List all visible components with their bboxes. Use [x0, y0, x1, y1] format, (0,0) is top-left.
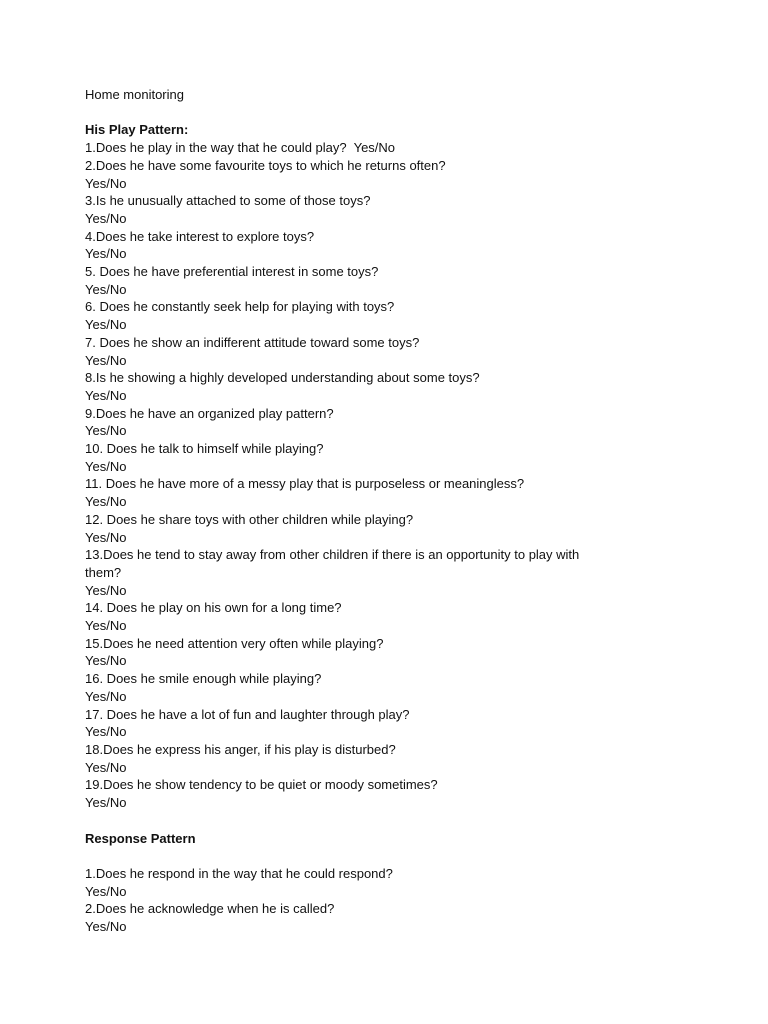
answer-option: Yes/No — [85, 724, 127, 740]
question-text: 4.Does he take interest to explore toys? — [85, 228, 315, 244]
document-page — [85, 86, 685, 936]
question-text: 14. Does he play on his own for a long time? — [85, 600, 342, 616]
answer-option: Yes/No — [85, 795, 127, 811]
question-item — [85, 228, 685, 263]
question-text: 7. Does he show an indifferent attitude toward some toys? — [85, 334, 420, 350]
question-text: 2.Does he acknowledge when he is called? — [85, 901, 335, 917]
question-item — [85, 670, 685, 705]
question-text: 2.Does he have some favourite toys to which he returns often? — [85, 157, 446, 173]
answer-option: Yes/No — [85, 210, 127, 226]
answer-option: Yes/No — [85, 582, 127, 598]
question-item — [85, 334, 685, 369]
answer-option: Yes/No — [85, 618, 127, 634]
question-text: 18.Does he express his anger, if his play is disturbed? — [85, 742, 396, 757]
question-text: 1.Does he respond in the way that he could respond? — [85, 865, 393, 881]
question-item — [85, 900, 685, 935]
question-text: 8.Is he showing a highly developed understanding about some toys? — [85, 370, 480, 386]
answer-option: Yes/No — [85, 653, 127, 669]
question-item — [85, 139, 685, 157]
question-text: 13.Does he tend to stay away from other children if there is an opportunity to play with them? — [85, 547, 583, 580]
answer-option: Yes/No — [85, 423, 127, 439]
question-item — [85, 405, 685, 440]
question-text: 19.Does he show tendency to be quiet or moody sometimes? — [85, 777, 438, 793]
question-text: 12. Does he share toys with other children while playing? — [85, 511, 414, 527]
question-item — [85, 192, 685, 227]
section-spacer — [85, 847, 685, 865]
answer-option: Yes/No — [85, 759, 127, 775]
question-item — [85, 546, 685, 599]
answer-option: Yes/No — [85, 458, 127, 474]
answer-option: Yes/No — [85, 246, 127, 262]
question-item — [85, 635, 685, 670]
document-title: Home monitoring — [85, 87, 184, 102]
question-text: 9.Does he have an organized play pattern? — [85, 405, 334, 421]
question-item — [85, 599, 685, 634]
answer-option: Yes/No — [85, 494, 127, 510]
answer-option: Yes/No — [85, 387, 127, 403]
answer-option: Yes/No — [85, 317, 127, 333]
question-text: 5. Does he have preferential interest in some toys? — [85, 264, 379, 280]
question-item — [85, 511, 685, 546]
answer-option: Yes/No — [85, 919, 127, 934]
question-text: 16. Does he smile enough while playing? — [85, 671, 322, 687]
play-pattern-heading: His Play Pattern: — [85, 122, 189, 138]
question-text: 17. Does he have a lot of fun and laughter through play? — [85, 706, 410, 722]
question-text: 11. Does he have more of a messy play that is purposeless or meaningless? — [85, 476, 525, 492]
answer-option: Yes/No — [85, 883, 127, 899]
question-text: 6. Does he constantly seek help for playing with toys? — [85, 299, 395, 315]
question-item — [85, 741, 685, 776]
answer-option: Yes/No — [85, 281, 127, 297]
response-pattern-heading: Response Pattern — [85, 830, 196, 846]
answer-option: Yes/No — [85, 529, 127, 545]
question-text: 15.Does he need attention very often while playing? — [85, 635, 384, 651]
question-item — [85, 157, 685, 192]
answer-option: Yes/No — [85, 352, 127, 368]
question-item — [85, 369, 685, 404]
question-item — [85, 706, 685, 741]
question-item — [85, 776, 685, 811]
question-item — [85, 475, 685, 510]
section-spacer — [85, 812, 685, 830]
question-item — [85, 865, 685, 900]
answer-option: Yes/No — [85, 688, 127, 704]
play-pattern-list — [85, 139, 685, 812]
question-item — [85, 263, 685, 298]
answer-option: Yes/No — [85, 175, 127, 191]
question-text: 3.Is he unusually attached to some of those toys? — [85, 193, 371, 209]
question-text: 10. Does he talk to himself while playing? — [85, 441, 324, 457]
response-pattern-list — [85, 865, 685, 936]
question-item — [85, 298, 685, 333]
question-item — [85, 440, 685, 475]
question-text: 1.Does he play in the way that he could play? Yes/No — [85, 140, 396, 156]
